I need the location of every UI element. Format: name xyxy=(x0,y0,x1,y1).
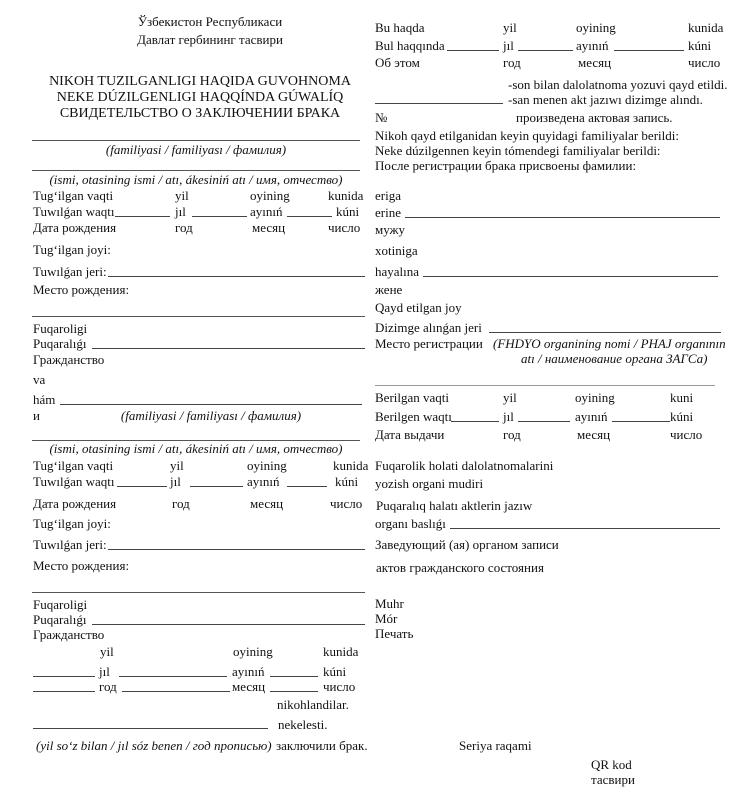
conjunction-kaa: hám xyxy=(33,392,56,407)
year-words-caption: (yil so‘z bilan / jıl sóz benen / год прописью) xyxy=(36,738,272,753)
month-label: ayınıń xyxy=(576,38,609,53)
day-label: kúni xyxy=(670,409,694,424)
registration-place-ru: Место регистрации xyxy=(375,336,483,351)
registration-place-field-2[interactable] xyxy=(375,385,715,386)
head-title-uz-1: Fuqarolik holati dalolatnomalarini xyxy=(375,458,554,473)
birth-place-label-uz: Tug‘ilgan joyi: xyxy=(33,242,111,257)
wife-surname-field[interactable] xyxy=(423,264,718,277)
registration-caption-line-1: (FHDYO organining nomi / PHAJ organının xyxy=(493,336,726,351)
qr-code-image-caption: тасвири xyxy=(591,772,635,787)
birth-place-label-kaa: Tuwılǵan jeri: xyxy=(33,264,107,279)
marriage-month-field-ru[interactable] xyxy=(122,679,230,692)
day-label: kunida xyxy=(323,644,359,659)
head-title-uz-2: yozish organi mudiri xyxy=(375,476,484,491)
month-label: месяц xyxy=(578,55,612,70)
month-label: oyining xyxy=(247,458,287,473)
head-signature-field[interactable] xyxy=(450,516,720,529)
spouse-2-birth-place-field[interactable] xyxy=(108,537,365,550)
issue-year-field[interactable] xyxy=(451,409,499,422)
head-title-kaa-2: organı baslıǵı xyxy=(375,516,446,531)
husband-label-ru: мужу xyxy=(375,222,406,237)
married-text-ru: заключили брак. xyxy=(276,738,368,753)
spouse-2-birth-day-field[interactable] xyxy=(287,474,327,487)
surname-caption: (familiyasi / familiyası / фамилия) xyxy=(120,408,302,423)
registration-place-kaa: Dizimge alınǵan jeri xyxy=(375,320,482,335)
birth-place-label-ru: Место рождения: xyxy=(33,558,130,573)
issue-date-label-uz: Berilgan vaqti xyxy=(375,390,450,405)
citizenship-label-ru: Гражданство xyxy=(33,352,105,367)
surnames-after-uz: Nikoh qayd etilganidan keyin quyidagi familiyalar berildi: xyxy=(375,128,679,143)
record-month-field[interactable] xyxy=(518,38,573,51)
birth-date-label-ru: Дата рождения xyxy=(33,496,117,511)
day-label: kúni xyxy=(335,474,359,489)
surnames-after-ru: После регистрации брака присвоены фамилии: xyxy=(375,158,637,173)
year-label: jıl xyxy=(99,664,110,679)
day-label: число xyxy=(328,220,361,235)
record-line-ru: произведена актовая запись. xyxy=(516,110,673,125)
marriage-day-field[interactable] xyxy=(270,664,318,677)
month-label: месяц xyxy=(232,679,266,694)
year-label: год xyxy=(172,496,190,511)
issue-date-label-kaa: Berilgen waqtı xyxy=(375,409,452,424)
month-label: ayınıń xyxy=(250,204,283,219)
issue-day-field[interactable] xyxy=(612,409,670,422)
serial-number-label: Seriya raqami xyxy=(459,738,532,753)
month-label: oyining xyxy=(233,644,273,659)
wife-label-uz: xotiniga xyxy=(375,243,418,258)
month-label: oyining xyxy=(576,20,616,35)
record-line-kaa: -san menen akt jazıwı dizimge alındı. xyxy=(508,92,703,107)
day-label: число xyxy=(688,55,721,70)
registration-place-field[interactable] xyxy=(489,320,721,333)
day-label: число xyxy=(323,679,356,694)
issue-month-field[interactable] xyxy=(518,409,570,422)
surnames-after-kaa: Neke dúzilgennen keyin tómendegi familiyalar berildi: xyxy=(375,143,661,158)
year-label: jıl xyxy=(503,409,514,424)
record-number-field[interactable] xyxy=(375,91,503,104)
citizenship-label-ru: Гражданство xyxy=(33,627,105,642)
marriage-year-words-field[interactable] xyxy=(33,716,268,729)
month-label: ayınıń xyxy=(232,664,265,679)
year-label: jıl xyxy=(170,474,181,489)
birth-date-label-ru: Дата рождения xyxy=(33,220,117,235)
head-title-ru-2: актов гражданского состояния xyxy=(376,560,544,575)
husband-surname-field[interactable] xyxy=(405,205,720,218)
citizenship-label-uz: Fuqaroligi xyxy=(33,597,88,612)
year-label: год xyxy=(99,679,117,694)
month-label: oyining xyxy=(575,390,615,405)
day-label: kunida xyxy=(328,188,364,203)
year-label: год xyxy=(503,55,521,70)
spouse-2-citizenship-field[interactable] xyxy=(92,612,365,625)
spouse-1-birth-year-field[interactable] xyxy=(115,204,170,217)
birth-date-label-uz: Tug‘ilgan vaqti xyxy=(33,188,114,203)
head-title-ru-1: Заведующий (ая) органом записи xyxy=(375,537,559,552)
spouse-1-birth-place-field-2[interactable] xyxy=(32,316,365,317)
birth-date-label-kaa: Tuwılǵan waqtı xyxy=(33,474,115,489)
marriage-year-field-ru[interactable] xyxy=(33,679,95,692)
record-line-uz: -son bilan dalolatnoma yozuvi qayd etildi. xyxy=(508,77,728,92)
title-uz: NIKOH TUZILGANLIGI HAQIDA GUVOHNOMA xyxy=(49,74,351,89)
year-label: yil xyxy=(503,390,517,405)
spouse-2-surname-field[interactable] xyxy=(60,392,362,405)
wife-label-kaa: hayalına xyxy=(375,264,420,279)
marriage-day-field-ru[interactable] xyxy=(270,679,318,692)
spouse-1-name-field[interactable] xyxy=(32,170,360,171)
marriage-month-field[interactable] xyxy=(119,664,227,677)
surname-caption: (familiyasi / familiyası / фамилия) xyxy=(105,142,287,157)
seal-label-ru: Печать xyxy=(375,626,414,641)
day-label: kúni xyxy=(323,664,347,679)
record-day-field[interactable] xyxy=(614,38,684,51)
husband-label-uz: eriga xyxy=(375,188,401,203)
day-label: kuni xyxy=(670,390,694,405)
month-label: месяц xyxy=(252,220,286,235)
birth-place-label-uz: Tug‘ilgan joyi: xyxy=(33,516,111,531)
record-about-ru: Об этом xyxy=(375,55,420,70)
record-about-uz: Bu haqda xyxy=(375,20,425,35)
wife-label-ru: жене xyxy=(375,282,403,297)
citizenship-label-kaa: Puqaralıǵı xyxy=(33,336,87,351)
year-label: год xyxy=(175,220,193,235)
married-text-kaa: nekelesti. xyxy=(278,717,328,732)
month-label: ayınıń xyxy=(247,474,280,489)
registration-place-uz: Qayd etilgan joy xyxy=(375,300,462,315)
day-label: kúni xyxy=(336,204,360,219)
month-label: месяц xyxy=(577,427,611,442)
conjunction-ru: и xyxy=(33,408,40,423)
number-sign: № xyxy=(375,110,388,125)
name-caption: (ismi, otasining ismi / atı, ákesiniń atı / имя, отчество) xyxy=(49,172,343,187)
seal-label-uz: Muhr xyxy=(375,596,404,611)
citizenship-label-uz: Fuqaroligi xyxy=(33,321,88,336)
republic-name: Ўзбекистон Республикаси xyxy=(137,14,283,29)
year-label: год xyxy=(503,427,521,442)
husband-label-kaa: erine xyxy=(375,205,401,220)
registration-caption-line-2: atı / наименование органа ЗАГСа) xyxy=(521,351,708,366)
record-year-field[interactable] xyxy=(447,38,499,51)
birth-date-label-uz: Tug‘ilgan vaqti xyxy=(33,458,114,473)
spouse-2-birth-year-field[interactable] xyxy=(117,474,167,487)
day-label: kunida xyxy=(688,20,724,35)
month-label: месяц xyxy=(250,496,284,511)
record-about-kaa: Bul haqqında xyxy=(375,38,445,53)
seal-label-kaa: Mór xyxy=(375,611,398,626)
birth-place-label-kaa: Tuwılǵan jeri: xyxy=(33,537,107,552)
spouse-2-birth-place-field-2[interactable] xyxy=(32,592,365,593)
issue-date-label-ru: Дата выдачи xyxy=(375,427,445,442)
spouse-2-birth-month-field[interactable] xyxy=(190,474,243,487)
title-kaa: NEKE DÚZILGENLIGI HAQQÍNDA GÚWALÍQ xyxy=(56,90,344,105)
state-emblem-caption: Давлат гербининг тасвири xyxy=(137,32,283,47)
month-label: oyining xyxy=(250,188,290,203)
year-label: yil xyxy=(170,458,184,473)
year-label: yil xyxy=(503,20,517,35)
birth-place-label-ru: Место рождения: xyxy=(33,282,130,297)
month-label: ayınıń xyxy=(575,409,608,424)
head-title-kaa-1: Puqaralıq halatı aktlerin jazıw xyxy=(376,498,533,513)
marriage-year-field[interactable] xyxy=(33,664,95,677)
day-label: число xyxy=(670,427,703,442)
spouse-1-birth-month-field[interactable] xyxy=(192,204,247,217)
year-label: jıl xyxy=(175,204,186,219)
birth-date-label-kaa: Tuwılǵan waqtı xyxy=(33,204,115,219)
title-ru: СВИДЕТЕЛЬСТВО О ЗАКЛЮЧЕНИИ БРАКА xyxy=(59,106,341,121)
year-label: yil xyxy=(175,188,189,203)
qr-code-label: QR kod xyxy=(591,757,632,772)
conjunction-uz: va xyxy=(33,372,46,387)
name-caption: (ismi, otasining ismi / atı, ákesiniń atı / имя, отчество) xyxy=(49,441,343,456)
citizenship-label-kaa: Puqaralıǵı xyxy=(33,612,87,627)
spouse-1-birth-day-field[interactable] xyxy=(287,204,332,217)
married-text-uz: nikohlandilar. xyxy=(277,697,349,712)
day-label: kunida xyxy=(333,458,369,473)
year-label: yil xyxy=(100,644,114,659)
day-label: число xyxy=(330,496,363,511)
spouse-1-citizenship-field[interactable] xyxy=(92,336,365,349)
spouse-1-birth-place-field[interactable] xyxy=(108,264,365,277)
year-label: jıl xyxy=(503,38,514,53)
day-label: kúni xyxy=(688,38,712,53)
spouse-1-surname-field[interactable] xyxy=(32,140,360,141)
